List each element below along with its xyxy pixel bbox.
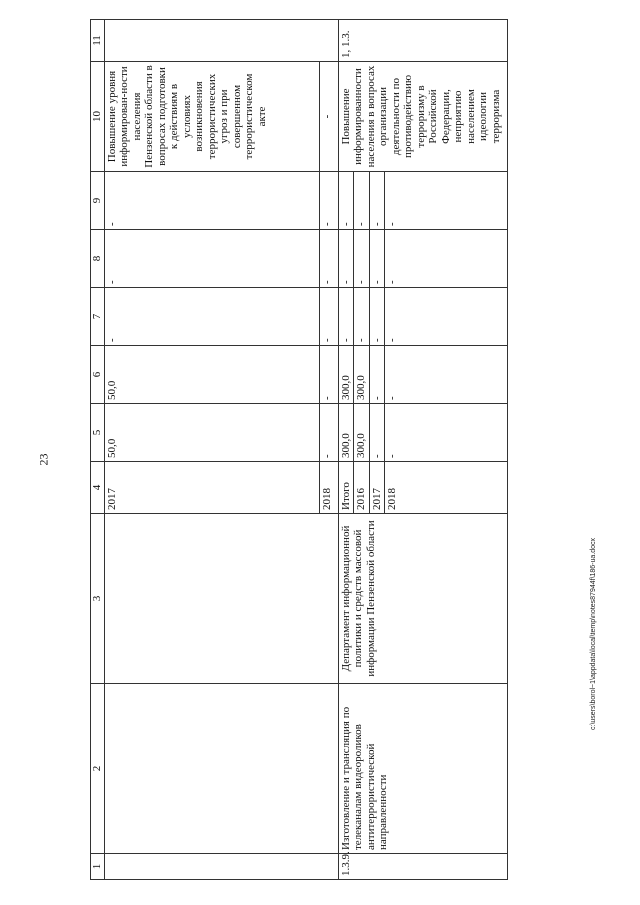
col-header: 1 (91, 854, 105, 880)
reference-cell: 1, 1.3. (338, 20, 508, 62)
table-row: 2017 - - - - - (369, 20, 385, 880)
executor-cell: Департамент информационной политики и средств массовой информации Пензенской области (338, 514, 508, 684)
rotated-table-sheet (90, 20, 580, 880)
row-number: 1.3.9. (338, 854, 508, 880)
program-table (90, 19, 508, 880)
col-header: 2 (91, 684, 105, 854)
col-header: 6 (91, 346, 105, 404)
col-header: 11 (91, 20, 105, 62)
col-header: 8 (91, 230, 105, 288)
col-header: 10 (91, 62, 105, 172)
table-row: 2016 300,0 300,0 - - - (354, 20, 370, 880)
result-cell: Повышение информированности населения в вопросах организации деятельности по противодействию терроризму в Российской Федерации, неприятию населением идеологии терроризма (338, 62, 508, 172)
col-header: 4 (91, 462, 105, 514)
col-header: 3 (91, 514, 105, 684)
table-row: 2018 - - - - - (385, 20, 508, 880)
header-row (91, 20, 105, 880)
table-row: 1.3.9. Изготовление и трансляция по телеканалам видеороликов антитеррористической направленности Департамент информационной политики и средств массовой информации Пензенской области Итого 300,0 300,0 - - - Повышение информированности населения в вопросах организации деятельности по противодействию терроризму в Российской Федерации, неприятию населением идеологии терроризма 1, 1.3. (338, 20, 354, 880)
col-header: 7 (91, 288, 105, 346)
table-row: 2017 50,0 50,0 - - - Повышение уровня информирован-ности населения Пензенской области в вопросах подготовки к действиям в условиях возникновения террористических угроз и при совершенном террористическом акте (104, 20, 319, 880)
page-number: 23 (36, 453, 51, 466)
result-cell: Повышение уровня информирован-ности населения Пензенской области в вопросах подготовки к действиям в условиях возникновения террористических угроз и при совершенном террористическом акте (104, 62, 319, 172)
table-row: 2018 - - - - - - (319, 20, 338, 880)
col-header: 5 (91, 404, 105, 462)
col-header: 9 (91, 172, 105, 230)
activity-cell: Изготовление и трансляция по телеканалам видеороликов антитеррористической направленности (338, 684, 508, 854)
year-cell: 2017 (104, 462, 319, 514)
file-path-footer: c:\users\borol~1\appdata\local\temp\notes87944f\186-ua.docx (590, 537, 597, 730)
